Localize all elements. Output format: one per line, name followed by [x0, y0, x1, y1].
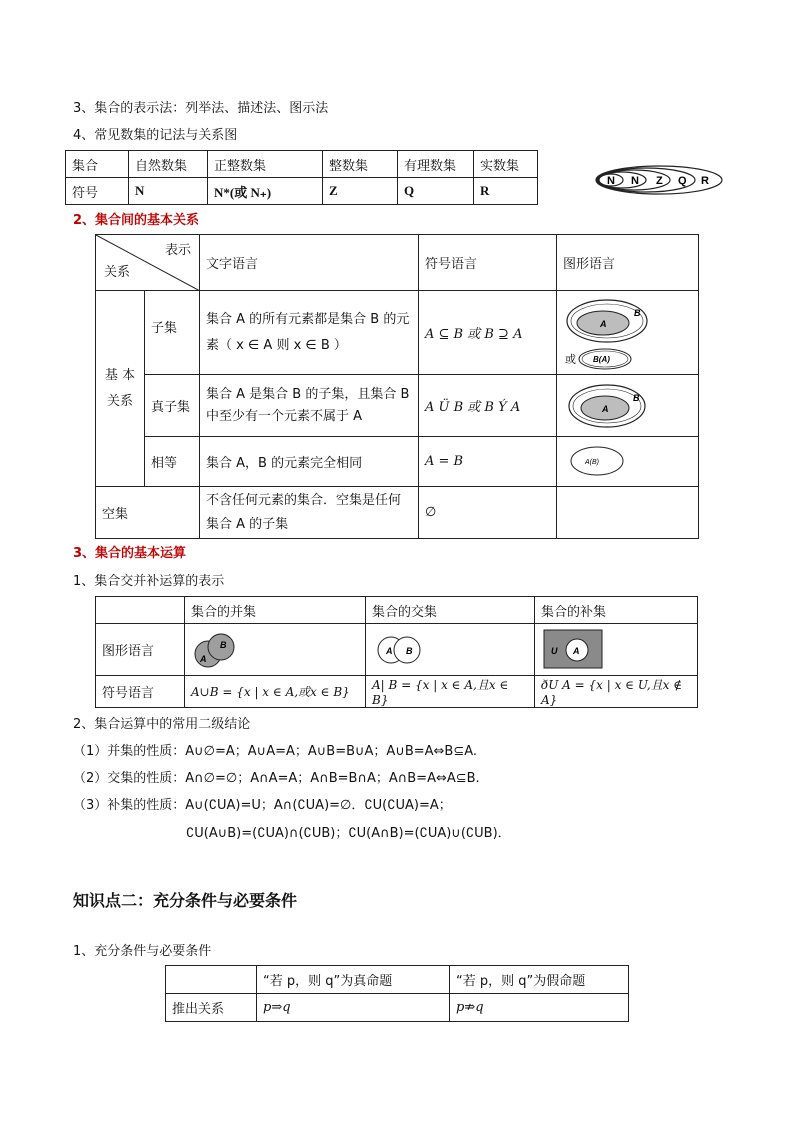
header-relation: 关系 — [104, 265, 131, 280]
cond-empty-header — [166, 966, 257, 994]
cell: 自然数集 — [129, 151, 208, 178]
cell: Q — [398, 178, 474, 205]
proper-subset-text: 集合 A 是集合 B 的子集，且集合 B 中至少有一个元素不属于 A — [200, 375, 419, 437]
equal-fig-label: A(B) — [585, 459, 599, 466]
operations-table — [95, 596, 698, 708]
header-symbol-language: 符号语言 — [419, 235, 557, 291]
venn-label-b: B — [634, 308, 641, 318]
header-represent: 表示 — [164, 243, 191, 258]
comp-label-u: U — [551, 646, 558, 656]
header-union: 集合的并集 — [185, 597, 366, 624]
ops-empty-header — [96, 597, 185, 624]
empty-set-text: 不含任何元素的集合．空集是任何集合 A 的子集 — [200, 487, 419, 539]
empty-figure-cell — [557, 487, 699, 539]
intersection-properties: （2）交集的性质：A∩∅=∅；A∩A=A；A∩B=B∩A；A∩B=A⇔A⊆B. — [73, 771, 480, 786]
symbol-language-label: 符号语言 — [96, 676, 185, 708]
nested-label-q: Q — [678, 175, 687, 187]
basic-label-line2: 关系 — [106, 393, 133, 409]
basic-relation-label — [96, 291, 145, 487]
equal-symbol: A = B — [419, 437, 557, 487]
nested-label-n: N — [607, 175, 615, 187]
relations-title: 2、集合间的基本关系 — [73, 213, 200, 228]
cell: 集合 — [66, 151, 129, 178]
proper-subset-label: 真子集 — [145, 375, 200, 437]
union-properties: （1）并集的性质：A∪∅=A；A∪A=A；A∪B=B∪A；A∪B=A⇔B⊆A. — [73, 744, 478, 759]
proper-label-a: A — [602, 404, 609, 414]
operations-subtitle: 1、集合交并补运算的表示 — [73, 574, 225, 589]
intersection-figure-cell — [366, 624, 535, 676]
subset-ba-label: B(A) — [593, 355, 610, 364]
complement-venn — [543, 629, 607, 671]
knowledge-point-2-title: 知识点二：充分条件与必要条件 — [73, 891, 298, 910]
conditions-table — [165, 965, 629, 1022]
header-complement: 集合的补集 — [535, 597, 698, 624]
empty-set-symbol: ∅ — [419, 487, 557, 539]
proper-venn — [567, 381, 667, 431]
operations-title: 3、集合的基本运算 — [73, 546, 187, 561]
diagonal-header — [96, 235, 200, 291]
cell: 整数集 — [323, 151, 398, 178]
union-label-b: B — [220, 640, 227, 650]
relations-table — [95, 234, 699, 539]
union-label-a: A — [200, 654, 207, 664]
equal-label: 相等 — [145, 437, 200, 487]
cell: N — [129, 178, 208, 205]
header-false-proposition: “若 p，则 q”为假命题 — [450, 966, 629, 994]
knowledge-point-2-subtitle: 1、充分条件与必要条件 — [73, 944, 212, 959]
nested-label-r: R — [701, 175, 709, 187]
nested-label-n-star: N — [631, 175, 639, 187]
proper-subset-symbol: A Ü B 或 B Ý A — [419, 375, 557, 437]
cell: 实数集 — [474, 151, 538, 178]
true-deduction: p⇒q — [257, 994, 450, 1022]
proper-label-b: B — [633, 393, 640, 403]
cell: Z — [323, 178, 398, 205]
conclusions-title: 2、集合运算中的常用二级结论 — [73, 717, 251, 732]
union-symbol: A∪B = {x | x ∈ A,或x ∈ B} — [185, 676, 366, 708]
union-figure-cell — [185, 624, 366, 676]
subset-venn — [563, 295, 693, 371]
cell: N*(或 N₊) — [208, 178, 323, 205]
header-graph-language: 图形语言 — [557, 235, 699, 291]
section-3-title: 3、集合的表示法：列举法、描述法、图示法 — [73, 101, 329, 116]
complement-figure-cell — [535, 624, 698, 676]
subset-text: 集合 A 的所有元素都是集合 B 的元素（ x ∈ A 则 x ∈ B ） — [200, 291, 419, 375]
inter-label-a: A — [386, 646, 393, 656]
header-text-language: 文字语言 — [200, 235, 419, 291]
union-venn — [191, 628, 251, 672]
equal-venn — [569, 443, 649, 479]
complement-properties: （3）补集的性质：A∪(∁UA)=U；A∩(∁UA)=∅．∁U(∁UA)=A； — [73, 798, 452, 813]
proper-figure-cell — [557, 375, 699, 437]
cell: 符号 — [66, 178, 129, 205]
false-deduction: p⇏q — [450, 994, 629, 1022]
cell: 正整数集 — [208, 151, 323, 178]
subset-figure-cell — [557, 291, 699, 375]
equal-figure-cell — [557, 437, 699, 487]
number-sets-nested-diagram — [594, 163, 724, 197]
intersection-venn — [374, 630, 434, 670]
deduction-label: 推出关系 — [166, 994, 257, 1022]
equal-text: 集合 A，B 的元素完全相同 — [200, 437, 419, 487]
subset-or: 或 — [565, 354, 576, 366]
header-intersection: 集合的交集 — [366, 597, 535, 624]
cell: 有理数集 — [398, 151, 474, 178]
cell: R — [474, 178, 538, 205]
header-true-proposition: “若 p，则 q”为真命题 — [257, 966, 450, 994]
basic-label-line1: 基 本 — [104, 367, 136, 383]
graph-language-label: 图形语言 — [96, 624, 185, 676]
inter-label-b: B — [406, 646, 413, 656]
complement-symbol: ðU A = {x | x ∈ U,且x ∉ A} — [535, 676, 698, 708]
number-sets-table — [65, 150, 538, 205]
empty-set-label: 空集 — [96, 487, 200, 539]
subset-symbol: A ⊆ B 或 B ⊇ A — [419, 291, 557, 375]
nested-label-z: Z — [656, 175, 663, 187]
complement-properties-2: ∁U(A∪B)=(∁UA)∩(∁UB)；∁U(A∩B)=(∁UA)∪(∁UB)． — [186, 826, 511, 841]
comp-label-a: A — [573, 646, 580, 656]
venn-label-a: A — [600, 319, 607, 329]
subset-label: 子集 — [145, 291, 200, 375]
section-4-title: 4、常见数集的记法与关系图 — [73, 128, 238, 143]
intersection-symbol: A| B = {x | x ∈ A,且x ∈ B} — [366, 676, 535, 708]
